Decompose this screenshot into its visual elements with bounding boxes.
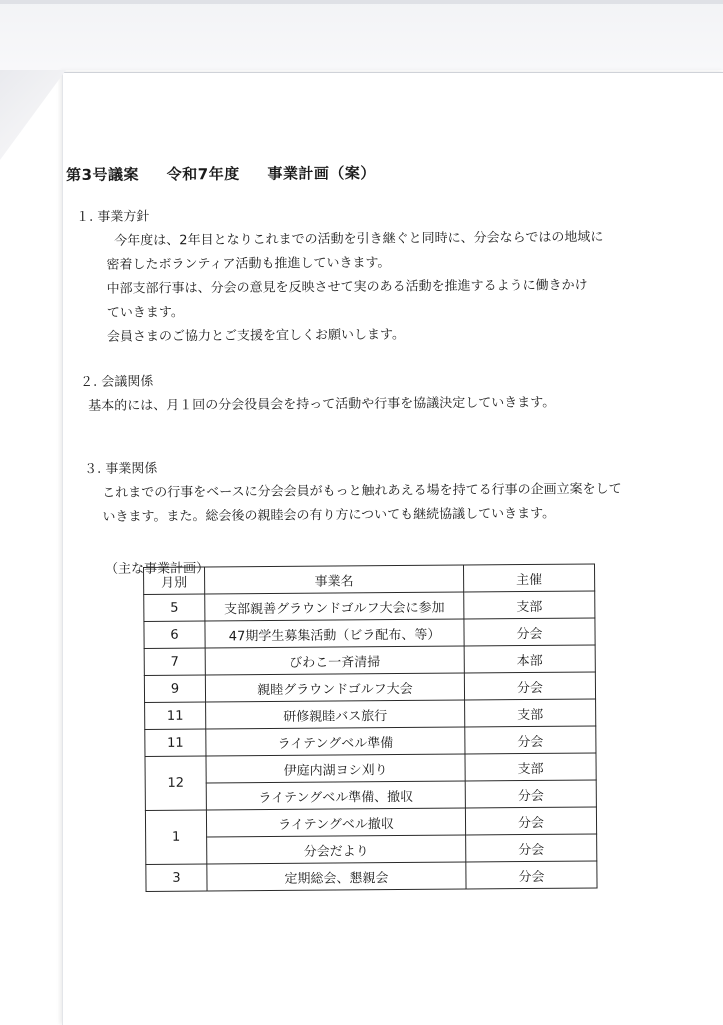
cell-host: 支部: [465, 753, 596, 781]
cell-event: 伊庭内湖ヨシ刈り: [206, 754, 465, 783]
table-row: [145, 807, 596, 838]
cell-event: 定期総会、懇親会: [207, 862, 466, 891]
cell-event: ライテングベル準備: [206, 727, 465, 756]
section-heading: ２. 会議関係: [80, 374, 154, 390]
business-plan-table: [143, 563, 598, 892]
section-business-activities: [84, 454, 622, 530]
cell-event: 支部親善グラウンドゴルフ大会に参加: [205, 592, 464, 621]
document-title: [66, 162, 398, 185]
section-text-line: 密着したボランティア活動も推進していきます。: [106, 255, 391, 273]
header-month: 月別: [144, 567, 205, 594]
table-caption: （主な事業計画）: [105, 561, 210, 577]
title-agenda-number: 第3号議案: [66, 165, 140, 184]
cell-host: 分会: [466, 861, 597, 889]
section-text-line: これまでの行事をベースに分会会員がもっと触れあえる場を持てる行事の企画立案をして: [102, 481, 622, 501]
section-heading: １. 事業方針: [76, 209, 150, 225]
cell-host: 分会: [465, 726, 596, 754]
cell-host: 支部: [465, 699, 596, 727]
section-text-line: ていきます。: [106, 305, 184, 321]
table-row: [146, 861, 597, 892]
cell-host: 支部: [464, 591, 595, 619]
cell-event: びわこ一斉清掃: [205, 646, 464, 675]
section-text-line: 会員さまのご協力とご支援を宜しくお願いします。: [106, 327, 406, 345]
section-text-line: 基本的には、月１回の分会役員会を持って活動や行事を協議決定していきます。: [88, 395, 556, 414]
cell-event: 親睦グラウンドゴルフ大会: [205, 673, 464, 702]
cell-host: 本部: [464, 645, 595, 673]
cell-event: 研修親睦バス旅行: [206, 700, 465, 729]
table-row: [145, 753, 596, 784]
cell-host: 分会: [465, 807, 596, 835]
header-event: 事業名: [205, 565, 464, 594]
cell-month: 3: [146, 864, 207, 891]
table-row: [144, 591, 595, 622]
cell-month: 11: [145, 729, 206, 756]
section-meetings: [80, 367, 555, 419]
scan-edge: [0, 0, 723, 4]
table-row: [145, 699, 596, 730]
section-text-line: いきます。また。総会後の親睦会の有り方についても継続協議していきます。: [102, 506, 556, 525]
cell-month: 12: [145, 756, 206, 810]
table-row: [145, 726, 596, 757]
cell-month: 11: [145, 702, 206, 729]
cell-event: 分会だより: [207, 835, 466, 864]
section-text-line: 中部支部行事は、分会の意見を反映させて実のある活動を推進するように働きかけ: [106, 277, 588, 297]
title-plan: 事業計画（案）: [267, 164, 376, 183]
table-row: [145, 780, 596, 811]
cell-event: 47期学生募集活動（ビラ配布、等）: [205, 619, 464, 648]
cell-event: ライテングベル撤収: [206, 808, 465, 837]
cell-host: 分会: [465, 780, 596, 808]
table-row: [146, 834, 597, 865]
cell-event: ライテングベル準備、撤収: [206, 781, 465, 810]
cell-host: 分会: [464, 618, 595, 646]
section-business-policy: [76, 202, 604, 350]
table-row: [144, 672, 595, 703]
cell-month: 6: [144, 621, 205, 648]
cell-host: 分会: [466, 834, 597, 862]
cell-month: 9: [144, 675, 205, 702]
table-row: [144, 645, 595, 676]
header-host: 主催: [463, 564, 594, 592]
table-header-row: [144, 564, 595, 595]
cell-month: 1: [145, 810, 206, 864]
section-text-line: 今年度は、2年目となりこれまでの活動を引き継ぐと同時に、分会ならではの地域に: [114, 229, 604, 249]
table-row: [144, 618, 595, 649]
cell-host: 分会: [464, 672, 595, 700]
section-heading: ３. 事業関係: [84, 461, 158, 477]
cell-month: 5: [144, 594, 205, 621]
title-fiscal-year: 令和7年度: [166, 164, 240, 184]
cell-month: 7: [144, 648, 205, 675]
